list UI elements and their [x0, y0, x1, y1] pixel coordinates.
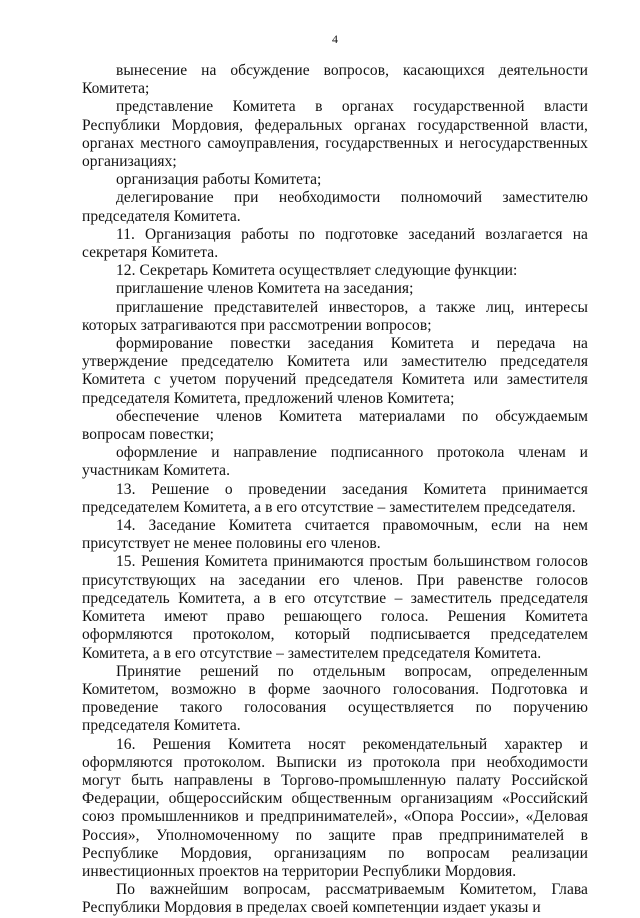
paragraph: 14. Заседание Комитета считается правомочным, если на нем присутствует не менее половины его членов.: [82, 517, 588, 553]
paragraph: организация работы Комитета;: [116, 171, 322, 189]
page-number: 4: [332, 32, 338, 46]
paragraph: представление Комитета в органах государственной власти Республики Мордовия, федеральных органах государственной власти, органах местного самоуправления, государственных и негосударственных организациях;: [82, 98, 588, 171]
paragraph: 12. Секретарь Комитета осуществляет следующие функции:: [116, 262, 518, 280]
paragraph: вынесение на обсуждение вопросов, касающихся деятельности Комитета;: [82, 62, 588, 98]
paragraph: приглашение членов Комитета на заседания;: [116, 280, 414, 298]
paragraph: По важнейшим вопросам, рассматриваемым Комитетом, Глава Республики Мордовия в пределах своей компетенции издает указы и: [82, 881, 588, 917]
paragraph: 11. Организация работы по подготовке заседаний возлагается на секретаря Комитета.: [82, 225, 588, 262]
paragraph: обеспечение членов Комитета материалами по обсуждаемым вопросам повестки;: [82, 407, 588, 444]
paragraph: формирование повестки заседания Комитета и передача на утверждение председателю Комитета или заместителю председателя Комитета с учетом поручений председателя Комитета или заместителя председателя Комитета, предложений членов Комитета;: [82, 335, 588, 407]
paragraph: 13. Решение о проведении заседания Комитета принимается председателем Комитета, а в его отсутствие – заместителем председателя.: [82, 480, 588, 516]
paragraph: делегирование при необходимости полномочий заместителю председателя Комитета.: [82, 189, 588, 225]
paragraph: 16. Решения Комитета носят рекомендательный характер и оформляются протоколом. Выписки из протокола при необходимости могут быть направлены в Торгово-промышленную палату Российской Федерации, общероссийским общественным организациям «Российский союз промышленников и предпринимателей», «Опора России», «Деловая Россия», Уполномоченному по защите прав предпринимателей в Республике Мордовия, организациям по вопросам реализации инвестиционных проектов на территории Республики Мордовия.: [82, 735, 588, 880]
paragraph: приглашение представителей инвесторов, а также лиц, интересы которых затрагиваются при рассмотрении вопросов;: [82, 298, 588, 334]
paragraph: Принятие решений по отдельным вопросам, определенным Комитетом, возможно в форме заочного голосования. Подготовка и проведение такого голосования осуществляется по поручению председателя Комитета.: [82, 662, 588, 735]
paragraph: оформление и направление подписанного протокола членам и участникам Комитета.: [82, 444, 588, 480]
paragraph: 15. Решения Комитета принимаются простым большинством голосов присутствующих на заседании его членов. При равенстве голосов председатель Комитета, а в его отсутствие – заместитель председателя Комитета имеют право решающего голоса. Решения Комитета оформляются протоколом, который подписывается председателем Комитета, а в его отсутствие – заместителем председателя Комитета.: [82, 553, 588, 662]
